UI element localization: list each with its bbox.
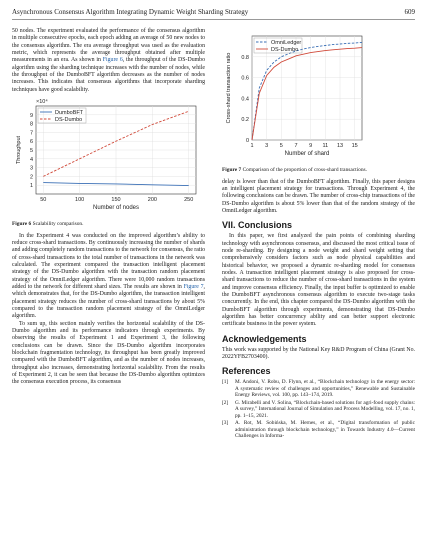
- y-tick-label: 0.4: [241, 96, 249, 103]
- x-tick-label: 50: [40, 197, 47, 204]
- y-tick-label: 0.6: [241, 75, 249, 82]
- x-tick-label: 7: [294, 143, 298, 149]
- reference-item: [222, 379, 415, 399]
- running-header: [12, 8, 415, 20]
- reference-number: [3]: [222, 420, 229, 427]
- y-tick-label: 1: [29, 183, 33, 190]
- figure-6-caption: Figure 6 Scalability comparison.: [12, 221, 84, 228]
- scalability-chart: [12, 96, 205, 214]
- x-tick-label: 250: [184, 197, 194, 204]
- y-tick-label: 8: [29, 121, 33, 128]
- figure-6: [12, 96, 205, 219]
- y-tick-label: 6: [29, 139, 33, 146]
- reference-text: M. Andoni, V. Robu, D. Flynn, et al., “Blockchain technology in the energy sector: A systematic review of challenges and opportunities,” Renewable and Sustainable Energy Reviews, vol. 100, pp. 143–174, 2019.: [235, 379, 415, 399]
- reference-item: [222, 400, 415, 420]
- paragraph: 50 nodes. The experiment evaluated the performance of the consensus algorithm in multiple consecutive epochs, each epoch adding an average of 50 new nodes to the consensus algorithm. The era average throughput was used as the evaluation metric, which represents the average throughput obtained after multiple measurements in an era. As shown in Figure 6, the throughput of the DS-Dumbo algorithm using the sharding technique increases with the number of nodes, while the throughput of the DumboBFT algorithm decreases as the number of nodes increases. This indicates that consensus algorithms that incorporate sharding techniques have good scalability.: [12, 28, 206, 93]
- figure-6-link[interactable]: Figure 6: [102, 57, 123, 64]
- legend-label: DS-Dumbo: [271, 47, 299, 53]
- y-tick-label: 3: [29, 165, 33, 172]
- reference-number: [2]: [222, 399, 229, 406]
- running-title: Asynchronous Consensus Algorithm Integrating Dynamic Weight Sharding Strategy: [12, 8, 249, 16]
- x-tick-label: 3: [265, 143, 269, 149]
- x-tick-label: 150: [111, 197, 121, 204]
- plot-frame: [252, 36, 362, 140]
- x-axis-label: Number of shard: [284, 151, 330, 157]
- x-tick-label: 100: [75, 197, 85, 204]
- x-tick-label: 1: [250, 143, 254, 149]
- section-heading-conclusions: VII. Conclusions: [222, 220, 293, 231]
- x-tick-label: 5: [279, 143, 283, 149]
- reference-number: [1]: [222, 379, 229, 386]
- y-tick-label: 0.8: [241, 54, 249, 61]
- y-tick-label: 2: [29, 174, 33, 181]
- figure-7-link[interactable]: Figure 7: [183, 284, 204, 290]
- section-heading-acknowledgements: Acknowledgements: [222, 333, 307, 344]
- y-tick-label: 5: [29, 148, 33, 155]
- y-tick-label: 0.2: [241, 117, 249, 124]
- paragraph: In this paper, we first analyzed the pain points of combining sharding technology with asynchronous consensus, and discussed the most critical issue of node re-sharding. By designing a node weight and shard weight setting that comprehensively considers factors such as node physical capabilities and historical behavior, we proposed a dynamic re-sharding model for consensus nodes. A transaction intelligent placement strategy is also proposed for cross-shard transactions to reduce the number of cross-shard transactions in the system and improve consensus efficiency. Finally, the input buffer is optimized to enable the DumboBFT asynchronous consensus algorithm to execute two-stage tasks concurrently. In the end, this chapter compared the DS-Dumbo algorithm with the DumboBFT algorithm through experiments, demonstrating that DS-Dumbo algorithm has better concurrency ability and can better support electronic certificate business in the power system.: [222, 233, 415, 328]
- x-tick-label: 11: [322, 143, 329, 149]
- paragraph: delay is lower than that of the DumboBFT algorithm. Finally, this paper designs an intelligent placement strategy for transactions. Through Experiment 4, the following conclusions can be drawn. The number of cross-chip transactions of the DS-Dumbo algorithm is about 5% lower than that of the random strategy of the OmniLedger algorithm.: [222, 178, 415, 214]
- reference-item: [222, 420, 415, 440]
- series-line: [252, 42, 362, 140]
- series-line: [252, 48, 362, 140]
- y-axis-label: Throughput: [16, 136, 22, 165]
- legend-label: OmniLedger: [271, 40, 302, 46]
- y-tick-label: 4: [29, 156, 33, 163]
- y-tick-label: 0: [245, 138, 249, 144]
- y-multiplier: ×10⁴: [36, 99, 48, 106]
- paragraph: In the Experiment 4 was conducted on the improved algorithm’s ability to reduce cross-shard transactions. By continuously increasing the number of shards and adding completely random transactions to the network for consensus, the ratio of cross-shard transactions to the total number of transactions in the network was calculated. The experiment compared the transaction intelligent placement strategy of the DS-Dumbo algorithm with the transaction random placement strategy of the OmniLedger algorithm. There were 10,000 random transactions added to the network for different shard sizes. The results are shown in Figure 7, which demonstrates that, for the DS-Dumbo algorithm, the transaction intelligent placement strategy reduces the number of cross-shard transactions by about 5% compared to the transaction random placement strategy of the OmniLedger algorithm.: [12, 232, 206, 320]
- cross-shard-ratio-chart: [222, 30, 415, 160]
- x-tick-label: 15: [351, 143, 358, 149]
- paragraph: To sum up, this section mainly verifies the horizontal scalability of the DS-Dumbo algorithm and its performance indicators through experiments. By observing the results of Experiment 1 and Experiment 3, the following conclusions can be drawn. Since the DS-Dumbo algorithm incorporates blockchain fragmentation technology, its throughput has been greatly improved compared with the DumboBFT algorithm, and as the number of nodes increases, throughput also increases, demonstrating horizontal scalability. From the results of Experiment 2, it can be seen that because the DS-Dumbo algorithm optimizes the consensus execution process, its consensus: [12, 320, 205, 386]
- x-tick-label: 9: [309, 143, 313, 149]
- page-number: 609: [404, 8, 415, 16]
- legend-label: DumboBFT: [55, 110, 84, 117]
- reference-text: A. Rot, M. Sobińska, M. Hernes, et al., “Digital transformation of public administration through blockchain technology,” in Towards Industry 4.0—Current Challenges in Informa-: [235, 420, 415, 440]
- reference-text: G. Mirabelli and V. Solina, “Blockchain-based solutions for agri-food supply chains: A survey,” International Journal of Simulation and Process Modelling, vol. 17, no. 1, pp. 1–15, 2021.: [235, 399, 415, 419]
- left-column: [12, 28, 205, 387]
- y-tick-label: 9: [29, 112, 33, 119]
- y-tick-label: 7: [29, 130, 33, 137]
- legend-label: DS-Dumbo: [55, 117, 83, 124]
- x-tick-label: 13: [336, 143, 344, 149]
- y-axis-label: Cross-shard transaction ratio: [226, 52, 232, 124]
- acknowledgement-text: This work was supported by the National Key R&D Program of China (Grant No. 2022YFB2703400).: [222, 346, 415, 361]
- x-axis-label: Number of nodes: [92, 205, 140, 212]
- reference-list: [222, 379, 415, 440]
- figure-7-caption: Figure 7 Comparison of the proportion of cross-shard transactions.: [222, 167, 367, 173]
- section-heading-references: References: [222, 366, 271, 377]
- figure-7: [222, 30, 415, 165]
- x-tick-label: 200: [147, 197, 157, 204]
- right-column: [222, 28, 415, 441]
